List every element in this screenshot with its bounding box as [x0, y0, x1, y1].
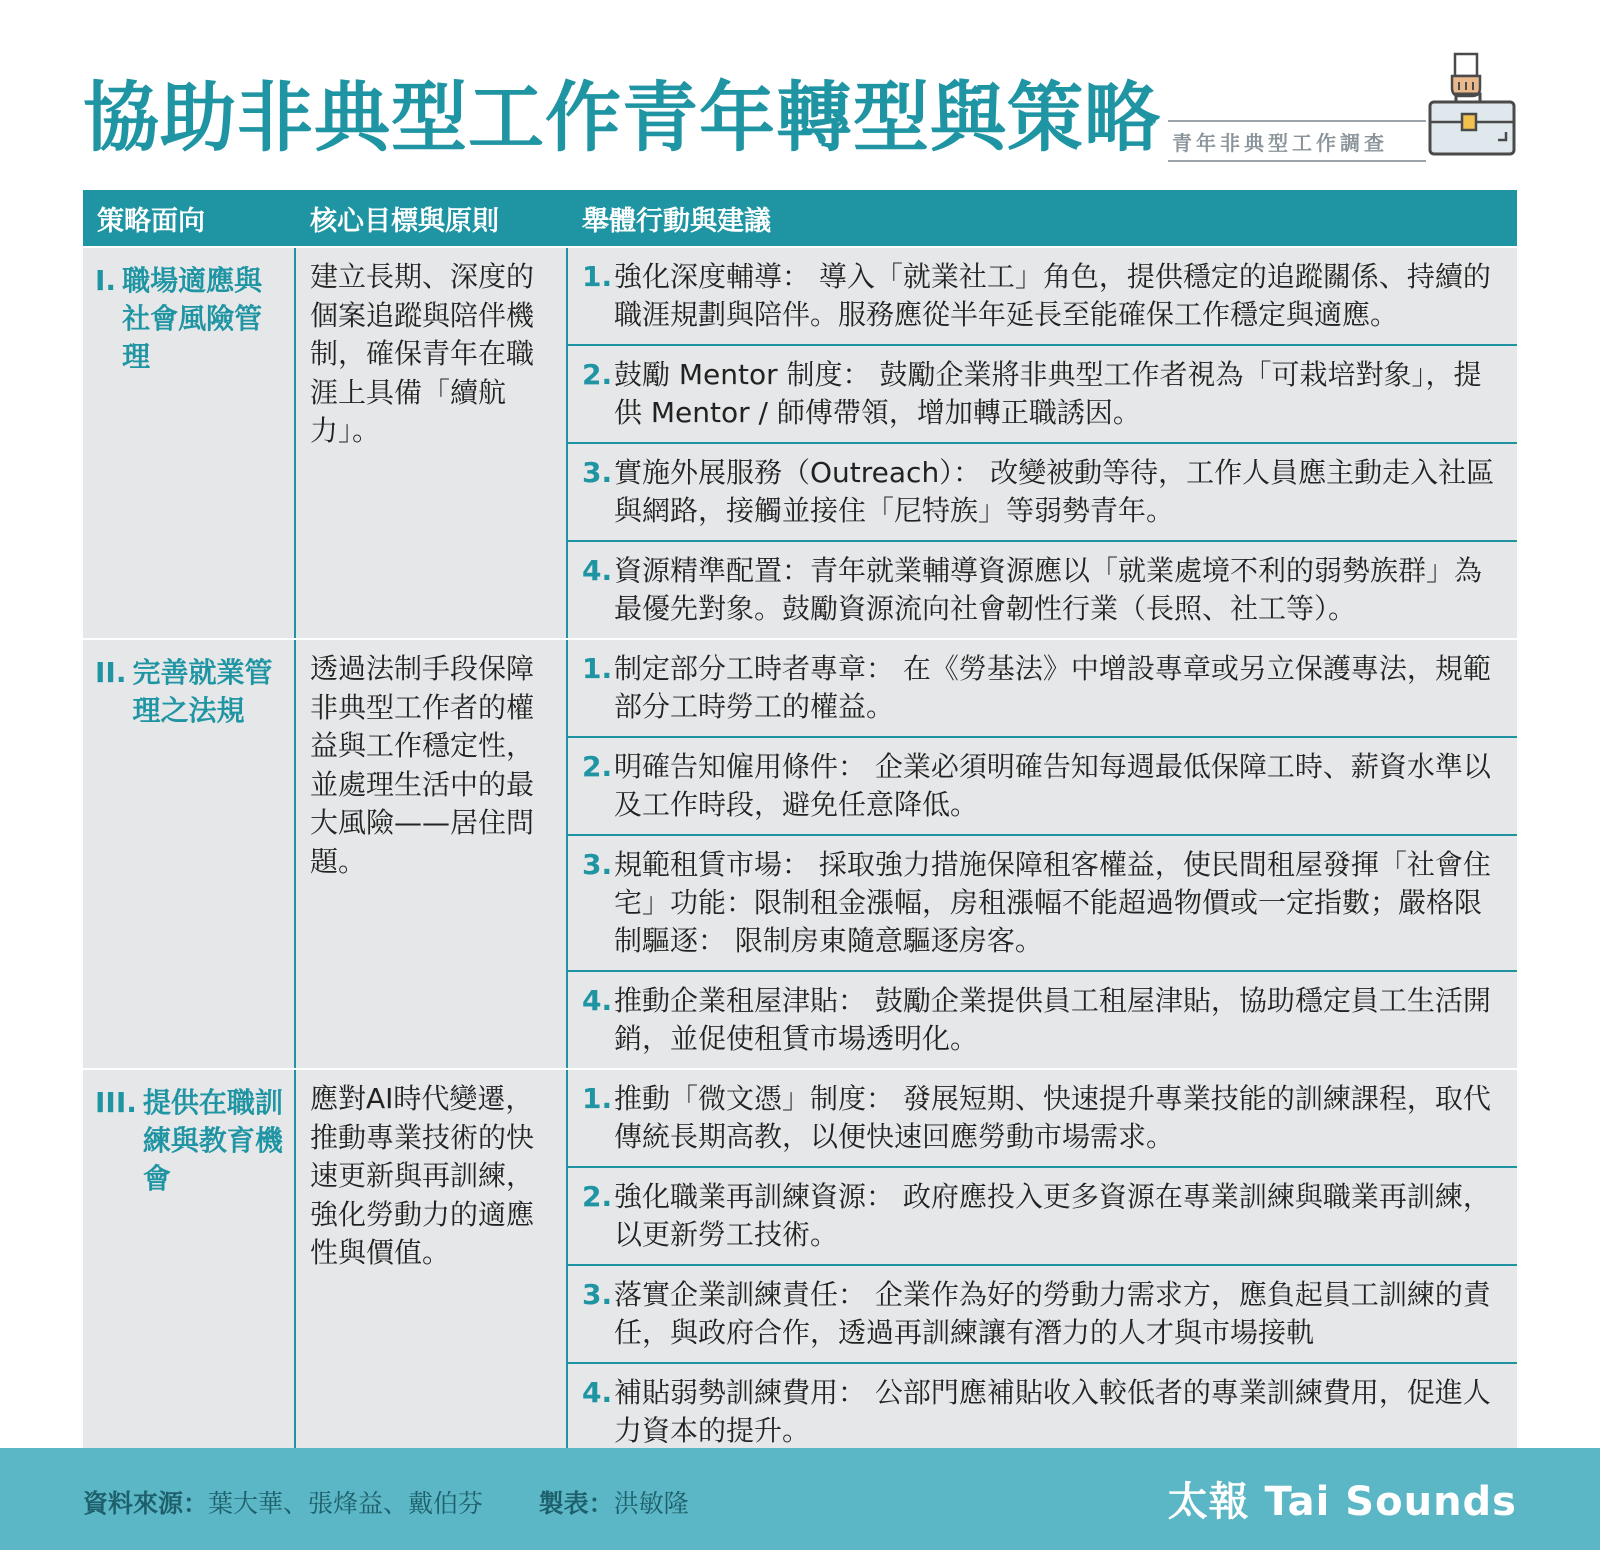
item-text: 強化深度輔導： 導入「就業社工」角色，提供穩定的追蹤關係、持續的職涯規劃與陪伴。服務應從半年延長至能確保工作穩定與適應。 [614, 260, 1491, 331]
item-number: 4. [582, 1376, 613, 1409]
item-number: 2. [582, 1180, 613, 1213]
item-number: 3. [582, 456, 613, 489]
item-text: 推動「微文憑」制度： 發展短期、快速提升專業技能的訓練課程，取代傳統長期高教，以便快速回應勞動市場需求。 [614, 1082, 1491, 1153]
list-item [568, 540, 1517, 638]
item-text: 補貼弱勢訓練費用： 公部門應補貼收入較低者的專業訓練費用，促進人力資本的提升。 [614, 1376, 1491, 1447]
item-text: 強化職業再訓練資源： 政府應投入更多資源在專業訓練與職業再訓練，以更新勞工技術。 [614, 1180, 1491, 1251]
item-text: 實施外展服務（Outreach）： 改變被動等待，工作人員應主動走入社區與網路，接觸並接住「尼特族」等弱勢青年。 [614, 456, 1495, 527]
maker-label: 製表： [538, 1489, 614, 1518]
item-number: 2. [582, 358, 613, 391]
column-header: 核心目標與原則 [310, 205, 499, 237]
list-item [568, 970, 1517, 1068]
item-text: 制定部分工時者專章： 在《勞基法》中增設專章或另立保護專法，規範部分工時勞工的權益。 [614, 652, 1491, 723]
list-item [568, 1264, 1517, 1362]
briefcase-icon [1426, 52, 1518, 162]
divider [1168, 160, 1426, 162]
item-number: 2. [582, 750, 613, 783]
subtitle-block [1168, 120, 1426, 162]
action-list [568, 640, 1517, 1068]
item-number: 3. [582, 848, 613, 881]
aspect-number: II. [95, 656, 127, 689]
list-item [568, 640, 1517, 736]
item-text: 鼓勵 Mentor 制度： 鼓勵企業將非典型工作者視為「可栽培對象」，提供 Mentor / 師傅帶領，增加轉正職誘因。 [614, 358, 1482, 429]
item-number: 3. [582, 1278, 613, 1311]
aspect-number: III. [95, 1086, 137, 1119]
list-item [568, 736, 1517, 834]
list-item [568, 344, 1517, 442]
table-row-group [83, 1068, 1517, 1460]
list-item [568, 248, 1517, 344]
strategy-aspect [83, 248, 296, 638]
maker-name: 洪敏隆 [613, 1489, 689, 1518]
item-number: 1. [582, 1082, 613, 1115]
footer [0, 1448, 1600, 1550]
table-row-group [83, 246, 1517, 638]
item-text: 明確告知僱用條件： 企業必須明確告知每週最低保障工時、薪資水準以及工作時段，避免任意降低。 [614, 750, 1491, 821]
brand-logo: 太報 Tai Sounds [1167, 1479, 1517, 1525]
table-row-group [83, 638, 1517, 1068]
action-list [568, 248, 1517, 638]
page-title: 協助非典型工作青年轉型與策略 [83, 73, 1161, 162]
item-number: 1. [582, 652, 613, 685]
table-header [83, 190, 1517, 246]
action-list [568, 1070, 1517, 1460]
core-goal: 建立長期、深度的個案追蹤與陪伴機制，確保青年在職涯上具備「續航力」。 [296, 248, 568, 638]
list-item [568, 834, 1517, 970]
list-item [568, 1070, 1517, 1166]
item-text: 資源精準配置：青年就業輔導資源應以「就業處境不利的弱勢族群」為最優先對象。鼓勵資源流向社會韌性行業（長照、社工等）。 [614, 554, 1483, 625]
item-text: 推動企業租屋津貼： 鼓勵企業提供員工租屋津貼，協助穩定員工生活開銷，並促使租賃市場透明化。 [614, 984, 1491, 1055]
item-text: 落實企業訓練責任： 企業作為好的勞動力需求方，應負起員工訓練的責任，與政府合作，透過再訓練讓有潛力的人才與市場接軌 [614, 1278, 1491, 1349]
source-names: 葉大華、張烽益、戴伯芬 [208, 1489, 484, 1518]
aspect-title: 職場適應與社會風險管理 [122, 264, 263, 373]
aspect-title: 提供在職訓練與教育機會 [142, 1086, 283, 1195]
column-header: 策略面向 [97, 205, 205, 237]
aspect-title: 完善就業管理之法規 [132, 656, 273, 727]
item-number: 4. [582, 554, 613, 587]
aspect-number: I. [95, 264, 117, 297]
core-goal: 應對AI時代變遷，推動專業技術的快速更新與再訓練，強化勞動力的適應性與價值。 [296, 1070, 568, 1460]
source-credit [83, 1484, 689, 1520]
page-subtitle: 青年非典型工作調查 [1172, 131, 1388, 155]
item-text: 規範租賃市場： 採取強力措施保障租客權益，使民間租屋發揮「社會住宅」功能：限制租金漲幅，房租漲幅不能超過物價或一定指數；嚴格限制驅逐： 限制房東隨意驅逐房客。 [614, 848, 1491, 957]
list-item [568, 1362, 1517, 1460]
item-number: 4. [582, 984, 613, 1017]
list-item [568, 442, 1517, 540]
list-item [568, 1166, 1517, 1264]
source-label: 資料來源： [83, 1489, 209, 1518]
core-goal: 透過法制手段保障非典型工作者的權益與工作穩定性，並處理生活中的最大風險——居住問題。 [296, 640, 568, 1068]
strategy-aspect [83, 1070, 296, 1460]
column-header: 舉體行動與建議 [582, 205, 771, 237]
strategy-aspect [83, 640, 296, 1068]
item-number: 1. [582, 260, 613, 293]
header [0, 0, 1600, 190]
strategy-table [83, 190, 1517, 1460]
